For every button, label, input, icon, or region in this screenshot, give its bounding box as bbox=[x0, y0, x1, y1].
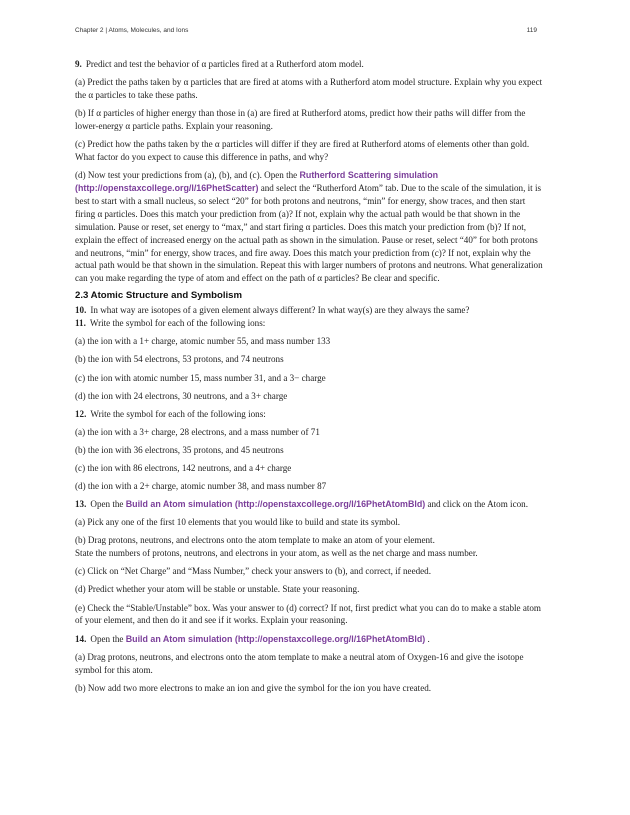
question-number: 13. bbox=[75, 499, 87, 510]
section-heading: 2.3 Atomic Structure and Symbolism bbox=[75, 290, 243, 302]
question-number: 12. bbox=[75, 408, 87, 419]
exercise-content bbox=[75, 58, 545, 700]
question-12-part-d: (d) the ion with a 2+ charge, atomic number 38, and mass number 87 bbox=[75, 481, 327, 492]
question-13-part-a: (a) Pick any one of the first 10 elements that you would like to build and state its symbol. bbox=[75, 517, 401, 528]
question-number: 11. bbox=[75, 318, 86, 329]
question-11 bbox=[75, 317, 545, 330]
question-13-part-b bbox=[75, 534, 545, 560]
build-atom-simulation-link[interactable]: Build an Atom simulation (http://openstaxcollege.org/l/16PhetAtomBld) bbox=[125, 633, 426, 644]
question-13 bbox=[75, 498, 545, 511]
part-d-instructions: and select the “Rutherford Atom” tab. Due to the scale of the simulation, it is best to start with a small nucleus, so select “20” for both protons and neutrons, “min” for energy, show traces, and then start firing α particles. Does this match your prediction from (a)? If not, explain why the actual path would be that shown in the simulation. Pause or reset, set energy to “max,” and start firing α particles. Does this match your prediction from (b)? If not, explain the effect of increased energy on the actual path as shown in the simulation. Pause or reset, select “40” for both protons and neutrons, “min” for energy, show traces, and fire away. Does this match your prediction from (c)? If not, explain why the actual path would be that shown in the simulation. Repeat this with larger numbers of protons and neutrons. What generalization can you make regarding the type of atom and effect on the path of α particles? Be clear and specific. bbox=[75, 183, 543, 284]
question-11-part-a: (a) the ion with a 1+ charge, atomic number 55, and mass number 133 bbox=[75, 336, 331, 347]
question-number: 14. bbox=[75, 633, 87, 644]
question-intro: Open the bbox=[90, 499, 126, 510]
question-text: and click on the Atom icon. bbox=[425, 499, 528, 510]
chapter-title: Chapter 2 | Atoms, Molecules, and Ions bbox=[75, 27, 189, 34]
question-text: Write the symbol for each of the following ions: bbox=[90, 408, 266, 419]
page-number: 119 bbox=[526, 27, 537, 34]
question-13-part-d: (d) Predict whether your atom will be stable or unstable. State your reasoning. bbox=[75, 584, 360, 595]
question-13-part-e: (e) Check the “Stable/Unstable” box. Was your answer to (d) correct? If not, first predict what you can do to make a stable atom of your element, and then do it and see if it works. Explain your reasoning. bbox=[75, 602, 542, 626]
question-number: 9. bbox=[75, 59, 82, 69]
question-12 bbox=[75, 408, 545, 421]
question-text: In what way are isotopes of a given element always different? In what way(s) are they always the same? bbox=[90, 305, 470, 316]
build-atom-simulation-link[interactable]: Build an Atom simulation (http://openstaxcollege.org/l/16PhetAtomBld) bbox=[125, 499, 426, 510]
running-header bbox=[75, 27, 555, 39]
rutherford-simulation-link[interactable]: Rutherford Scattering simulation (http://openstaxcollege.org/l/16PhetScatter) bbox=[75, 170, 439, 193]
question-text: Predict and test the behavior of α particles fired at a Rutherford atom model. bbox=[85, 59, 364, 69]
question-9-part-d bbox=[75, 169, 545, 285]
question-11-part-b: (b) the ion with 54 electrons, 53 protons, and 74 neutrons bbox=[75, 354, 284, 365]
part-b-line-1: (b) Drag protons, neutrons, and electrons onto the atom template to make an atom of your element. bbox=[75, 535, 435, 546]
question-9-part-a: (a) Predict the paths taken by α particles that are fired at atoms with a Rutherford atom model structure. Explain why you expect the α particles to take these paths. bbox=[75, 77, 543, 100]
part-b-line-2: State the numbers of protons, neutrons, and electrons in your atom, as well as the net charge and mass number. bbox=[75, 548, 478, 559]
question-11-part-d: (d) the ion with 24 electrons, 30 neutrons, and a 3+ charge bbox=[75, 390, 288, 401]
question-intro: Open the bbox=[90, 633, 126, 644]
question-9-part-c: (c) Predict how the paths taken by the α particles will differ if they are fired at Rutherford atoms of elements other than gold. What factor do you expect to cause this difference in paths, and why? bbox=[75, 139, 530, 162]
question-13-part-c: (c) Click on “Net Charge” and “Mass Number,” check your answers to (b), and correct, if needed. bbox=[75, 566, 432, 577]
question-number: 10. bbox=[75, 305, 87, 316]
question-text: . bbox=[425, 633, 430, 644]
part-d-intro: (d) Now test your predictions from (a), (b), and (c). Open the bbox=[75, 170, 300, 181]
question-14-part-b: (b) Now add two more electrons to make an ion and give the symbol for the ion you have created. bbox=[75, 682, 432, 693]
question-14-part-a: (a) Drag protons, neutrons, and electrons onto the atom template to make a neutral atom of Oxygen-16 and give the isotope symbol for this atom. bbox=[75, 651, 524, 675]
question-14 bbox=[75, 633, 545, 646]
question-text: Write the symbol for each of the following ions: bbox=[89, 318, 266, 329]
question-10 bbox=[75, 304, 545, 317]
question-12-part-a: (a) the ion with a 3+ charge, 28 electrons, and a mass number of 71 bbox=[75, 426, 320, 437]
question-11-part-c: (c) the ion with atomic number 15, mass number 31, and a 3− charge bbox=[75, 372, 326, 383]
question-9 bbox=[75, 58, 545, 71]
question-9-part-b: (b) If α particles of higher energy than those in (a) are fired at Rutherford atoms, predict how their paths will differ from the lower-energy α particle paths. Explain your reasoning. bbox=[75, 108, 526, 131]
question-12-part-c: (c) the ion with 86 electrons, 142 neutrons, and a 4+ charge bbox=[75, 463, 292, 473]
question-12-part-b: (b) the ion with 36 electrons, 35 protons, and 45 neutrons bbox=[75, 444, 284, 455]
